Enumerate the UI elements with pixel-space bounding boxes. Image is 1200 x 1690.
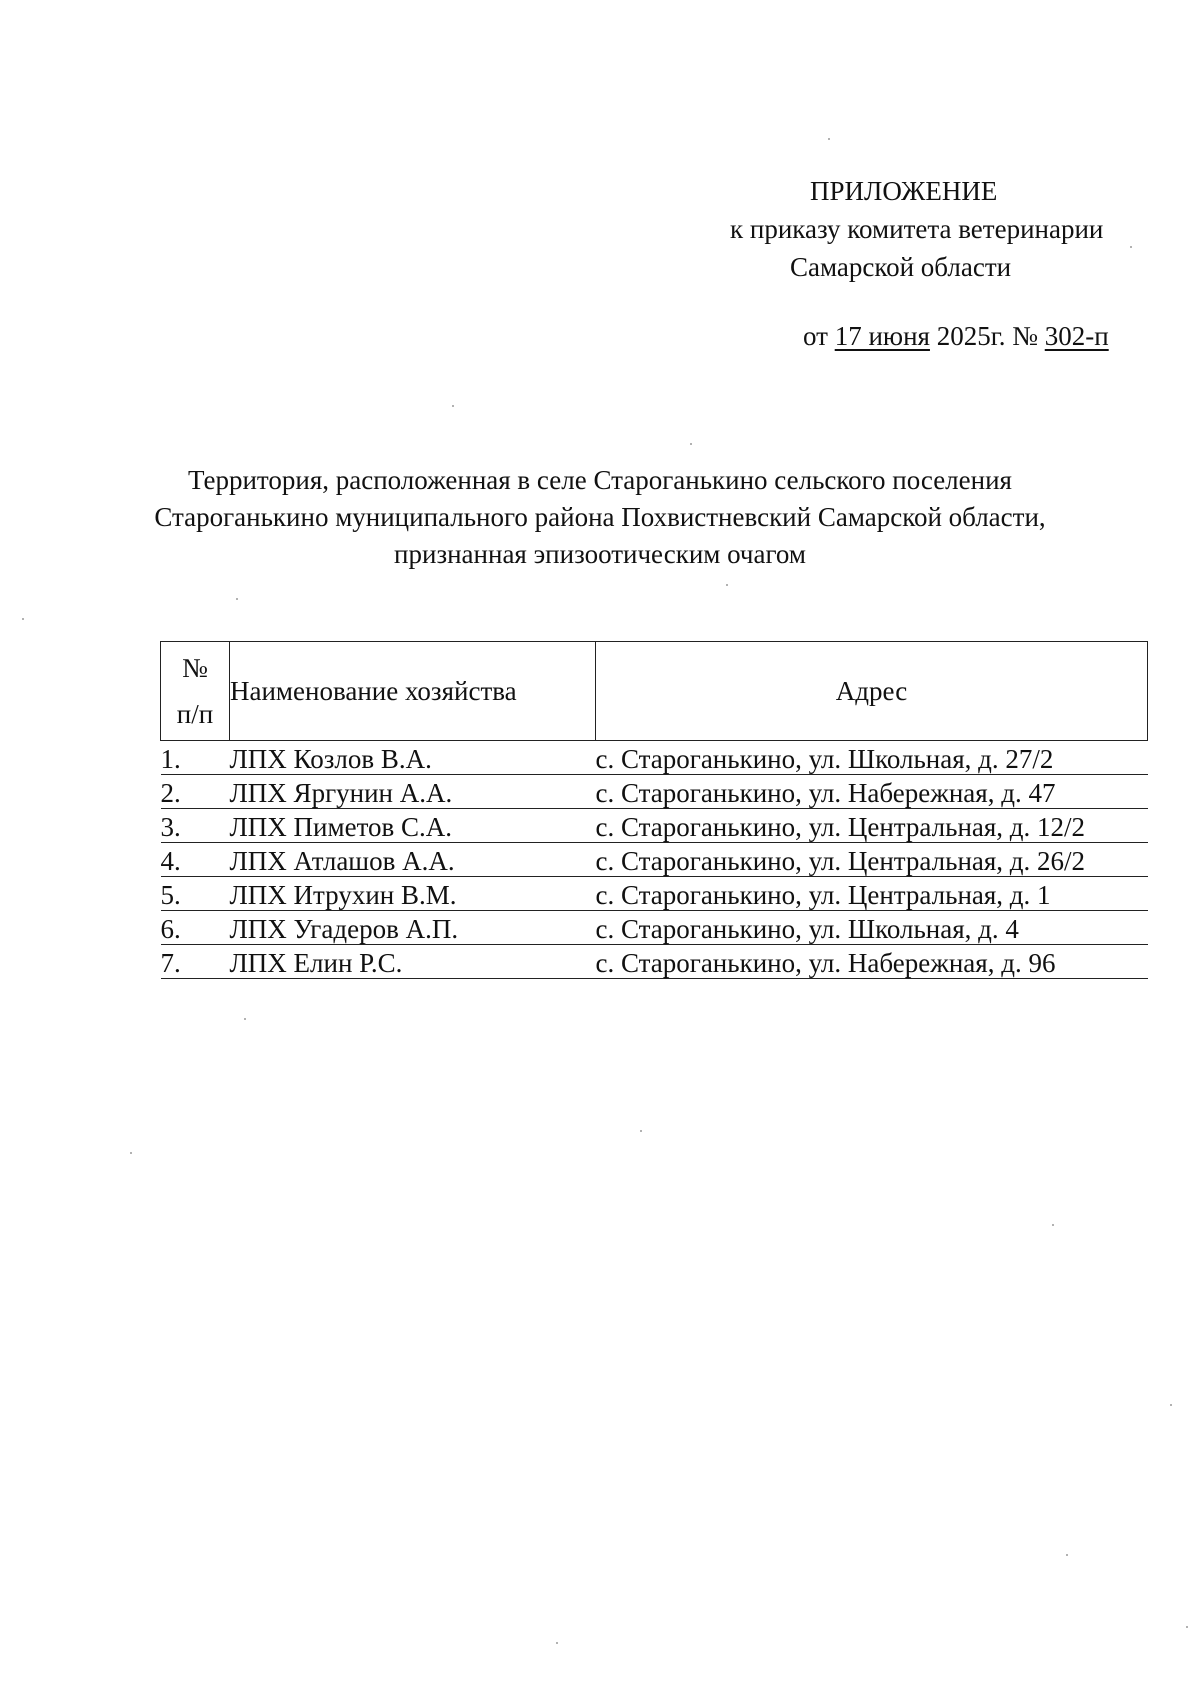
order-number: 302-п — [1044, 321, 1109, 351]
scan-speck — [690, 443, 692, 445]
row-address: с. Староганькино, ул. Центральная, д. 12/2 — [596, 809, 1148, 843]
row-farm-name: ЛПХ Атлашов А.А. — [230, 843, 596, 877]
order-date: 17 июня — [834, 321, 930, 351]
heading-line-2: Староганькино муниципального района Похвистневский Самарской области, — [154, 502, 1046, 532]
order-prefix: от — [803, 321, 828, 351]
table-row — [161, 775, 1148, 809]
row-number: 3. — [161, 809, 230, 843]
row-address: с. Староганькино, ул. Набережная, д. 47 — [596, 775, 1148, 809]
scan-speck — [236, 598, 238, 600]
order-number-sign: № — [1012, 321, 1038, 351]
scan-speck — [828, 138, 830, 140]
row-address: с. Староганькино, ул. Центральная, д. 1 — [596, 877, 1148, 911]
scan-speck — [726, 584, 728, 586]
scan-speck — [1186, 1626, 1188, 1628]
header-number-label: п/п — [176, 699, 214, 729]
row-farm-name: ЛПХ Пиметов С.А. — [230, 809, 596, 843]
row-number: 4. — [161, 843, 230, 877]
table-row — [161, 741, 1148, 775]
table-row — [161, 911, 1148, 945]
appendix-region: Самарской области — [790, 252, 1012, 282]
table-row — [161, 945, 1148, 979]
order-date-number — [803, 317, 1109, 355]
row-address: с. Староганькино, ул. Школьная, д. 27/2 — [596, 741, 1148, 775]
row-farm-name: ЛПХ Яргунин А.А. — [230, 775, 596, 809]
scan-speck — [1052, 1224, 1054, 1226]
row-number: 7. — [161, 945, 230, 979]
header-number — [161, 642, 230, 741]
heading-line-3: признанная эпизоотическим очагом — [394, 539, 806, 569]
row-number: 1. — [161, 741, 230, 775]
document-heading — [100, 462, 1100, 573]
row-farm-name: ЛПХ Угадеров А.П. — [230, 911, 596, 945]
scan-speck — [640, 1130, 642, 1132]
table-row — [161, 843, 1148, 877]
scan-speck — [1066, 1554, 1068, 1556]
scan-speck — [130, 1152, 132, 1154]
scan-speck — [1170, 1404, 1172, 1406]
header-number-sign: № — [182, 653, 208, 683]
row-number: 5. — [161, 877, 230, 911]
row-number: 2. — [161, 775, 230, 809]
row-farm-name: ЛПХ Козлов В.А. — [230, 741, 596, 775]
appendix-title: ПРИЛОЖЕНИЕ — [810, 176, 998, 206]
header-farm-name: Наименование хозяйства — [230, 642, 596, 741]
table-row — [161, 809, 1148, 843]
appendix-order-reference: к приказу комитета ветеринарии — [730, 214, 1104, 244]
heading-line-1: Территория, расположенная в селе Староганькино сельского поселения — [188, 465, 1012, 495]
table-header-row — [161, 642, 1148, 741]
header-address: Адрес — [596, 642, 1148, 741]
scan-speck — [1130, 246, 1132, 248]
scan-speck — [244, 1018, 246, 1020]
scan-speck — [556, 1642, 558, 1644]
table-row — [161, 877, 1148, 911]
order-year: 2025г. — [936, 321, 1006, 351]
scan-speck — [452, 405, 454, 407]
row-address: с. Староганькино, ул. Школьная, д. 4 — [596, 911, 1148, 945]
row-farm-name: ЛПХ Итрухин В.М. — [230, 877, 596, 911]
scan-speck — [22, 618, 24, 620]
row-farm-name: ЛПХ Елин Р.С. — [230, 945, 596, 979]
farms-table — [160, 641, 1148, 979]
row-address: с. Староганькино, ул. Набережная, д. 96 — [596, 945, 1148, 979]
row-address: с. Староганькино, ул. Центральная, д. 26/2 — [596, 843, 1148, 877]
row-number: 6. — [161, 911, 230, 945]
